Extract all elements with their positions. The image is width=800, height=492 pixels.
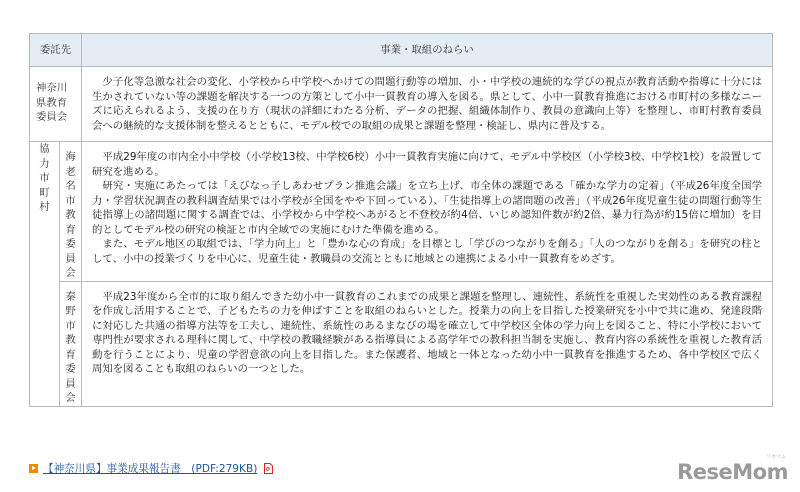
- sub-org-cell: [60, 281, 82, 406]
- org-char: 教: [65, 209, 76, 221]
- org-line: 神奈川: [36, 82, 68, 94]
- org-char: 会: [65, 392, 76, 404]
- arrow-right-icon: [29, 464, 38, 473]
- aim-paragraph: また、モデル地区の取組では、「学力向上」と「豊かな心の育成」を目標とし「学びのつながりを創る」「人のつながりを創る」を研究の柱として、小中の授業づくりを中心に、児童生徒・教職員の交流とともに地域との連携による小中一貫教育をめざす。: [92, 238, 762, 265]
- org-char: 秦: [65, 290, 76, 303]
- sub-org-cell: [60, 142, 82, 282]
- aim-cell: [82, 67, 773, 142]
- header-org: 委託先: [30, 34, 82, 67]
- org-char: 員: [65, 377, 76, 390]
- aim-paragraph: 平成23年度から全市的に取り組んできた幼小中一貫教育のこれまでの成果と課題を整理し、連続性、系統性を重視した実効性のある教育課程を作成し活用することで、子どもたちの力を伸ばすことを取組のねらいとした。授業力の向上を目指した授業研究を小中で共に進め、発達段階に対応した共通の指導方法等を工夫し、連続性、系統性のあるまなびの場を確立して中学校区全体の学力向上を図ること、特に小学校において専門性が要求される理科に関して、中学校の教職経験がある指導員による高学年での教科担当制を実施し、教育内容の系統性を重視した教育活動を行うことにより、児童の学習意欲の向上を目指した。また保護者、地域と一体となった幼小中一貫教育を推進するため、各中学校区で広く周知を図ることも取組のねらいの一つとした。: [92, 290, 762, 375]
- org-char: 委: [65, 238, 76, 250]
- table-row: [30, 281, 773, 406]
- aim-paragraph: 平成29年度の市内全小中学校（小学校13校、中学校6校）小中一貫教育実施に向けて、モデル中学校区（小学校3校、中学校1校）を設置して研究を進める。: [92, 151, 762, 178]
- org-char: 員: [65, 252, 76, 265]
- header-aim: 事業・取組のねらい: [82, 34, 773, 67]
- org-char: 名: [65, 180, 76, 192]
- logo-text: ReseMom: [677, 460, 788, 484]
- org-char: 市: [65, 319, 76, 332]
- org-char: 村: [39, 201, 50, 213]
- aim-cell: [82, 142, 773, 282]
- aim-cell: [82, 281, 773, 406]
- org-char: 市: [65, 194, 76, 207]
- footer-link-row: [29, 461, 273, 476]
- org-line: 県教育: [36, 96, 68, 109]
- org-char: 野: [65, 305, 76, 317]
- logo-kana: リセマム: [766, 454, 786, 460]
- org-char: 委: [65, 363, 76, 375]
- table-row: [30, 142, 773, 282]
- report-pdf-link[interactable]: 【神奈川県】事業成果報告書 (PDF:279KB): [43, 463, 258, 475]
- resemom-logo: [677, 454, 788, 484]
- org-char: 老: [65, 165, 76, 178]
- org-char: 育: [65, 348, 76, 361]
- aim-paragraph: 少子化等急激な社会の変化、小学校から中学校へかけての問題行動等の増加、小・中学校の連続的な学びの視点が教育活動や指導に十分には生かされていない等の課題を解決する一つの方策として小中一貫教育の導入を図る。県として、小中一貫教育推進における市町村の多様なニーズに応えられるよう、支援の在り方（現状の詳細にわたる分析、データの把握、組織体制作り、教員の意識向上等）を整理し、市町村教育委員会への継続的な支援体制を整えるとともに、モデル校での取組の成果と課題を整理・検証し、県内に普及する。: [92, 76, 762, 132]
- pdf-icon: [264, 463, 273, 474]
- org-char: 育: [65, 223, 76, 236]
- org-char: 海: [65, 151, 76, 163]
- org-char: 教: [65, 334, 76, 346]
- org-char: 市: [39, 172, 50, 184]
- org-char: 町: [39, 186, 50, 199]
- org-cell: [30, 67, 82, 142]
- table-row: [30, 67, 773, 142]
- org-char: 協: [39, 143, 50, 155]
- results-table: [29, 33, 773, 407]
- aim-paragraph: 研究・実施にあたっては「えびなっ子しあわせプラン推進会議」を立ち上げ、市全体の課題である「確かな学力の定着」（平成26年度全国学力・学習状況調査の教科調査結果では小学校が全国をやや下回っている）、「生徒指導上の諸問題の改善」（平成26年度児童生徒の問題行動等生徒指導上の諸問題に関する調査では、小学校から中学校へあがると不登校が約4倍、いじめ認知件数が約2倍、暴力行為が約15倍に増加）を目的としてモデル校の研究の検証と市内全域での実施にむけた準備を進める。: [92, 180, 762, 236]
- group-org-cell: [30, 142, 60, 407]
- org-char: 力: [39, 157, 50, 170]
- org-line: 委員会: [36, 111, 68, 123]
- org-char: 会: [65, 267, 76, 279]
